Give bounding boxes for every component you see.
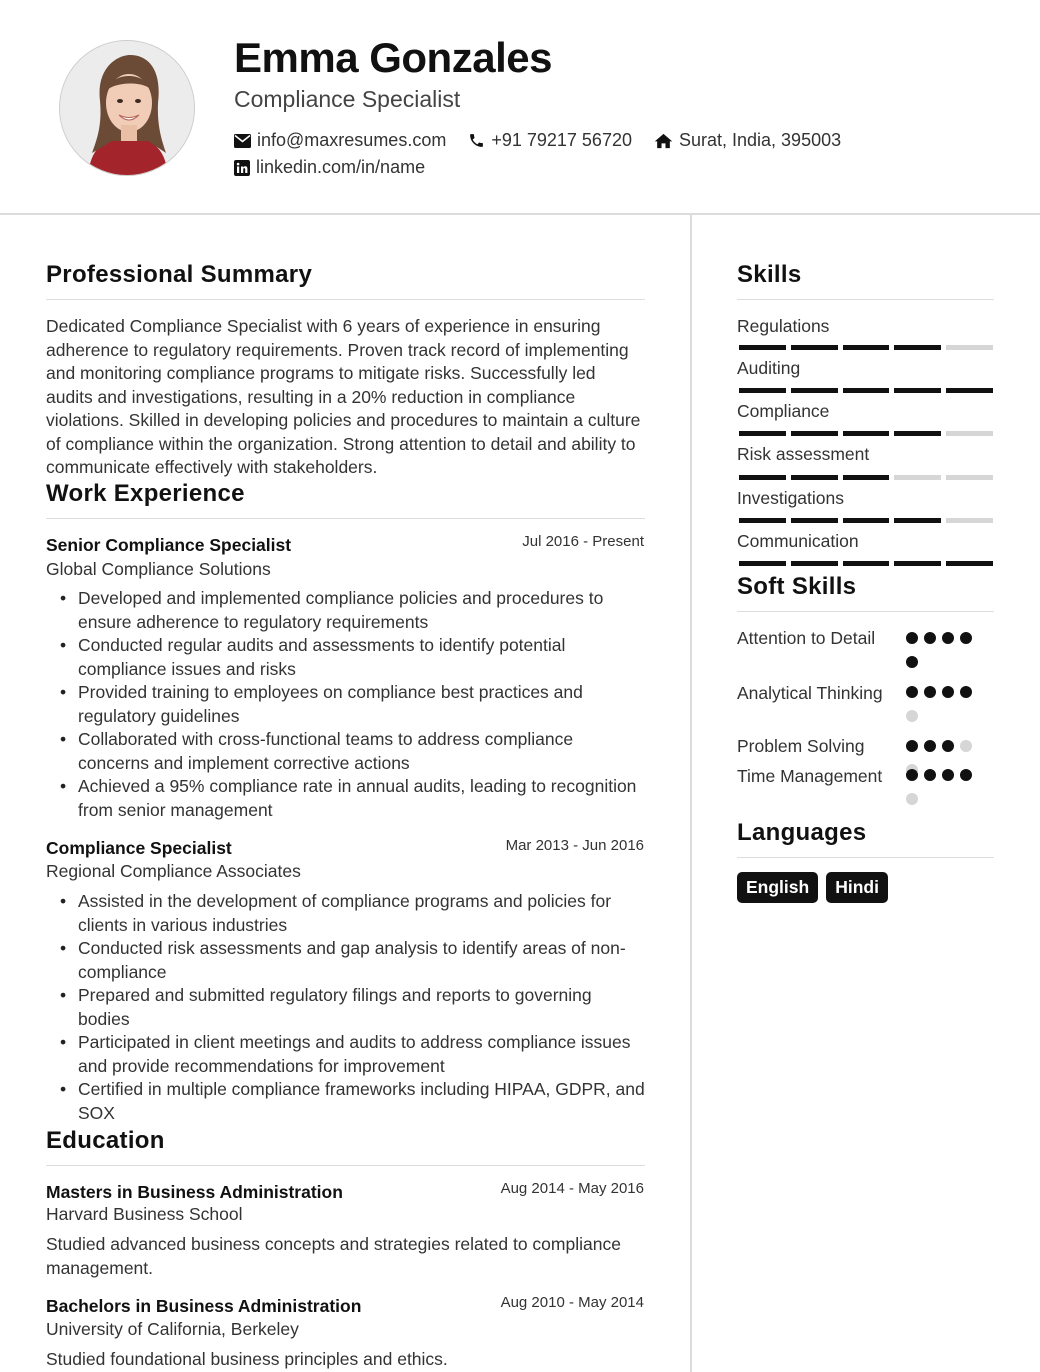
soft-skill-dot [960,769,972,781]
envelope-icon [234,134,251,148]
skill-level-segment [739,388,786,393]
soft-skill-dot [924,769,936,781]
skill-level-segment [894,345,941,350]
degree-dates: Aug 2014 - May 2016 [500,1180,644,1197]
skill-level-segment [946,561,993,566]
job-bullet: • Certified in multiple compliance frameworks including HIPAA, GDPR, and SOX [58,1078,648,1125]
skill-level-segment [739,518,786,523]
soft-skill-dot [906,769,918,781]
column-divider [690,215,692,1372]
contact-phone-text: +91 79217 56720 [491,130,632,150]
skills-heading: Skills [737,261,802,288]
job-bullet: • Collaborated with cross-functional teams to address compliance concerns and implement corrective actions [58,728,648,775]
skill-name: Regulations [737,316,830,336]
skill-name: Investigations [737,488,845,508]
soft-skill-dot [906,632,918,644]
soft-skill-name: Analytical Thinking [737,683,883,703]
skill-level-segment [946,431,993,436]
job-title: Compliance Specialist [46,838,232,858]
language-tag: Hindi [826,872,888,903]
skill-level-segment [946,475,993,480]
skill-name: Auditing [737,358,801,378]
languages-rule [737,857,994,858]
experience-rule [46,518,645,519]
skill-level-segment [739,561,786,566]
language-list [737,872,896,903]
soft-skill-dot [906,740,918,752]
phone-icon [468,132,485,149]
job-bullet: • Developed and implemented compliance policies and procedures to ensure adherence to regulatory requirements [58,587,648,634]
skill-level-segment [791,388,838,393]
skill-level-bar [739,345,993,350]
skill-level-segment [739,345,786,350]
job-bullets [58,890,648,1125]
summary-heading: Professional Summary [46,261,313,288]
experience-heading: Work Experience [46,480,245,507]
skill-level-segment [791,561,838,566]
skill-level-bar [739,518,993,523]
soft-skill-dot [924,740,936,752]
summary-text: Dedicated Compliance Specialist with 6 years of experience in ensuring adherence to regulatory requirements. Proven track record of implementing and monitoring compliance programs to mitigate risks. Successfully led audits and investigations, resulting in a 20% reduction in compliance violations. Skilled in developing policies and procedures to maintain a culture of compliance within the organization. Strong attention to detail and ability to communicate effectively with stakeholders. [46,316,641,477]
soft-skill-dot [942,740,954,752]
soft-skill-dot [942,632,954,644]
job-bullet: • Conducted regular audits and assessments to identify potential compliance issues and risks [58,634,648,681]
candidate-name: Emma Gonzales [234,34,552,81]
skill-level-bar [739,431,993,436]
skill-level-segment [894,431,941,436]
skill-level-segment [894,475,941,480]
soft-skill-dot [942,686,954,698]
soft-skill-dot [906,686,918,698]
skill-level-segment [791,345,838,350]
home-icon [654,133,673,149]
skill-level-segment [894,388,941,393]
soft-skill-rating [906,769,978,817]
contact-email-text: info@maxresumes.com [257,130,447,150]
job-bullet: • Assisted in the development of compliance programs and policies for clients in various industries [58,890,648,937]
education-rule [46,1165,645,1166]
contact-row-secondary [234,157,447,178]
soft-skill-name: Problem Solving [737,736,865,756]
degree-description: Studied foundational business principles and ethics. [46,1349,448,1369]
skill-level-segment [946,518,993,523]
skill-level-segment [894,561,941,566]
contact-location-text: Surat, India, 395003 [678,130,842,150]
resume-header [0,0,1040,215]
skill-level-segment [739,475,786,480]
soft-skill-dot [906,656,918,668]
skill-level-segment [843,388,890,393]
education-heading: Education [46,1127,165,1154]
skill-level-segment [843,431,890,436]
skill-level-segment [791,431,838,436]
skill-name: Communication [737,531,859,551]
skill-level-bar [739,388,993,393]
job-bullet: • Conducted risk assessments and gap analysis to identify areas of non-compliance [58,937,648,984]
soft-skill-name: Attention to Detail [737,628,876,648]
soft-skills-rule [737,611,994,612]
soft-skill-rating [906,686,978,734]
skill-level-segment [843,518,890,523]
soft-skill-name: Time Management [737,766,883,786]
job-bullet: • Provided training to employees on compliance best practices and regulatory guidelines [58,681,648,728]
soft-skill-dot [960,686,972,698]
degree-dates: Aug 2010 - May 2014 [500,1294,644,1311]
profile-photo [59,40,195,176]
school-name: Harvard Business School [46,1204,243,1224]
soft-skill-dot [906,710,918,722]
contact-linkedin-text: linkedin.com/in/name [256,157,426,177]
skill-level-segment [894,518,941,523]
summary-rule [46,299,645,300]
school-name: University of California, Berkeley [46,1319,299,1339]
degree-description: Studied advanced business concepts and strategies related to compliance management. [46,1234,621,1278]
soft-skill-dot [960,740,972,752]
soft-skill-dot [942,769,954,781]
job-dates: Mar 2013 - Jun 2016 [505,837,644,854]
skill-level-bar [739,475,993,480]
contact-email[interactable] [234,130,446,151]
skill-level-segment [791,475,838,480]
skill-level-segment [946,345,993,350]
languages-heading: Languages [737,819,867,846]
job-bullet: • Participated in client meetings and audits to address compliance issues and provide recommendations for improvement [58,1031,648,1078]
skill-level-segment [739,431,786,436]
skill-level-segment [843,475,890,480]
skill-level-segment [843,561,890,566]
job-dates: Jul 2016 - Present [522,533,644,550]
skill-level-bar [739,561,993,566]
skill-level-segment [791,518,838,523]
skill-name: Compliance [737,401,830,421]
job-company: Global Compliance Solutions [46,559,271,579]
skills-rule [737,299,994,300]
profile-photo-illustration [60,41,195,176]
linkedin-icon [234,160,250,176]
language-tag: English [737,872,818,903]
contact-location [654,130,841,151]
job-title: Senior Compliance Specialist [46,535,292,555]
soft-skill-dot [924,632,936,644]
contact-row-primary [234,130,863,151]
job-company: Regional Compliance Associates [46,861,301,881]
soft-skill-dot [924,686,936,698]
degree-title: Masters in Business Administration [46,1182,343,1202]
soft-skills-heading: Soft Skills [737,573,857,600]
skill-level-segment [843,345,890,350]
contact-phone[interactable] [468,130,632,151]
soft-skill-rating [906,632,978,680]
candidate-title: Compliance Specialist [234,86,461,112]
skill-level-segment [946,388,993,393]
contact-linkedin[interactable] [234,157,425,178]
soft-skill-dot [906,793,918,805]
degree-title: Bachelors in Business Administration [46,1296,362,1316]
job-bullets [58,587,648,822]
job-bullet: • Achieved a 95% compliance rate in annual audits, leading to recognition from senior management [58,775,648,822]
skill-name: Risk assessment [737,444,870,464]
job-bullet: • Prepared and submitted regulatory filings and reports to governing bodies [58,984,648,1031]
soft-skill-dot [960,632,972,644]
